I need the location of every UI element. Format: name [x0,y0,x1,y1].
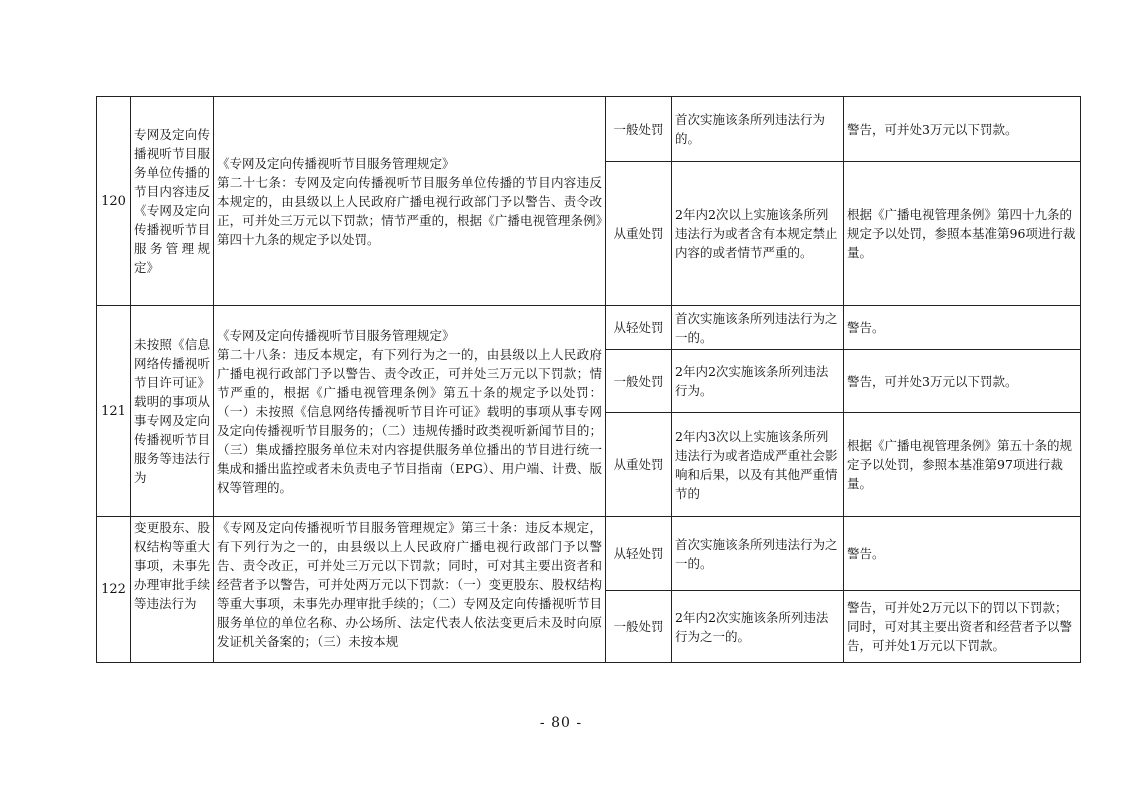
penalty-standard: 警告。 [844,517,1081,591]
legal-basis [214,97,606,306]
basis-text: 第二十七条：专网及定向传播视听节目服务单位传播的节目内容违反本规定的，由县级以上人民政府广播电视行政部门予以警告、责令改正，可并处三万元以下罚款；情节严重的，根据《广播电视管理条例》第四十九条的规定予以处罚。 [217,174,602,247]
penalty-level: 一般处罚 [606,350,672,413]
item-number: 122 [97,517,131,663]
penalty-discretion-table [96,96,1081,663]
circumstance: 首次实施该条所列违法行为之一的。 [672,517,844,591]
table-row [97,306,1081,350]
penalty-standard: 根据《广播电视管理条例》第五十条的规定予以处罚，参照本基准第97项进行裁量。 [844,413,1081,517]
penalty-standard: 警告，可并处3万元以下罚款。 [844,350,1081,413]
page-number: - 80 - [539,715,583,731]
basis-title: 《专网及定向传播视听节目服务管理规定》 [217,520,462,535]
item-number: 120 [97,97,131,306]
penalty-standard: 根据《广播电视管理条例》第四十九条的规定予以处罚，参照本基准第96项进行裁量。 [844,162,1081,306]
basis-body: 第三十条：违反本规定，有下列行为之一的，由县级以上人民政府广播电视行政部门予以警告、责令改正，可并处三万元以下罚款；同时，可对其主要出资者和经营者予以警告，可并处两万元以下罚款：（一）变更股东、股权结构等重大事项，未事先办理审批手续的；（二）专网及定向传播视听节目服务单位的单位名称、办公场所、法定代表人依法变更后未及时向原发证机关备案的；（三）未按本规 [217,520,602,649]
penalty-level: 一般处罚 [606,97,672,162]
circumstance: 2年内2次实施该条所列违法行为之一的。 [672,591,844,663]
item-number: 121 [97,306,131,517]
basis-text: 第二十八条：违反本规定，有下列行为之一的，由县级以上人民政府广播电视行政部门予以警告、责令改正，可并处三万元以下罚款；情节严重的，根据《广播电视管理条例》第五十条的规定予以处罚：（一）未按照《信息网络传播视听节目许可证》载明的事项从事专网及定向传播视听节目服务的；（二）违规传播时政类视听新闻节目的；（三）集成播控服务单位未对内容提供服务单位播出的节目进行统一集成和播出监控或者未负责电子节目指南（EPG）、用户端、计费、版权等管理的。 [217,346,602,495]
basis-text [217,518,602,651]
penalty-standard: 警告，可并处2万元以下的罚以下罚款；同时，可对其主要出资者和经营者予以警告，可并处1万元以下罚款。 [844,591,1081,663]
penalty-level: 从重处罚 [606,413,672,517]
table-row [97,517,1081,591]
circumstance: 首次实施该条所列违法行为之一的。 [672,306,844,350]
penalty-level: 从轻处罚 [606,306,672,350]
legal-basis [214,306,606,517]
penalty-level: 一般处罚 [606,591,672,663]
basis-title: 《专网及定向传播视听节目服务管理规定》 [217,155,455,171]
penalty-standard: 警告。 [844,306,1081,350]
violation-name: 变更股东、股权结构等重大事项，未事先办理审批手续等违法行为 [131,517,214,663]
circumstance: 首次实施该条所列违法行为的。 [672,97,844,162]
basis-title: 《专网及定向传播视听节目服务管理规定》 [217,327,455,343]
table-row [97,97,1081,162]
penalty-level: 从重处罚 [606,162,672,306]
penalty-standard: 警告，可并处3万元以下罚款。 [844,97,1081,162]
legal-basis [214,517,606,663]
circumstance: 2年内2次实施该条所列违法行为。 [672,350,844,413]
penalty-level: 从轻处罚 [606,517,672,591]
circumstance: 2年内3次以上实施该条所列违法行为或者造成严重社会影响和后果，以及有其他严重情节的 [672,413,844,517]
circumstance: 2年内2次以上实施该条所列违法行为或者含有本规定禁止内容的或者情节严重的。 [672,162,844,306]
violation-name: 专网及定向传播视听节目服务单位传播的节目内容违反《专网及定向传播视听节目服务管理规定》 [131,97,214,306]
violation-name: 未按照《信息网络传播视听节目许可证》载明的事项从事专网及定向传播视听节目服务等违法行为 [131,306,214,517]
